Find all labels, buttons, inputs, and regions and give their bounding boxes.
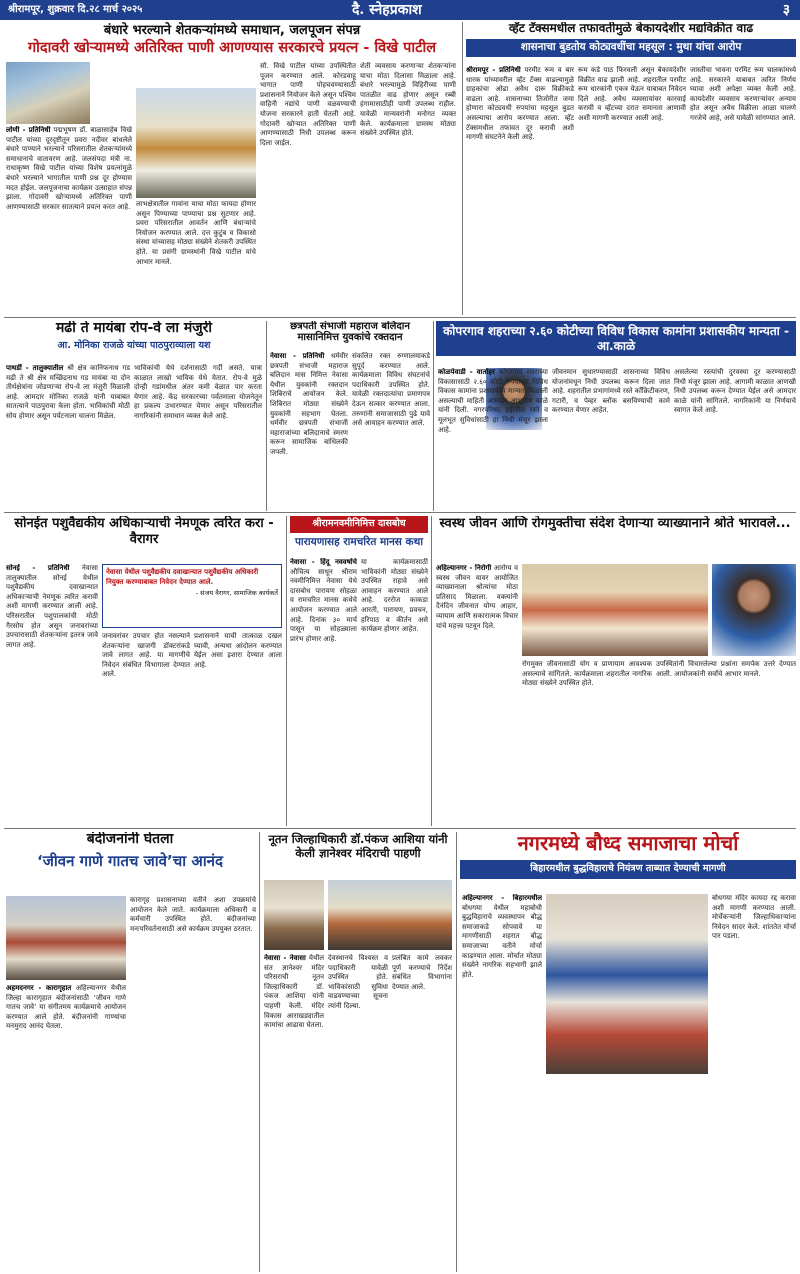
story-health-text-1: आरोग्य व स्वस्थ जीवन यावर आयोजित व्याख्यानाला श्रोत्यांचा मोठा प्रतिसाद मिळाला. वक्त्यांनी दैनंदिन जीवनात योग्य आहार, व्यायाम आणि सकारात्मक विचार यांचे महत्त्व पटवून दिले. xyxy=(436,564,518,630)
story-jail-col-2: कारागृह प्रशासनाच्या वतीने अशा उपक्रमांचे आयोजन केले जाते. कार्यक्रमाला अधिकारी व कर्मचारी उपस्थित होते. बंदीजनांच्या मनःपरिवर्तनासाठी असे कार्यक्रम उपयुक्त ठरतात. xyxy=(130,896,256,933)
story-jail-byline: अहमदनगर - कारागृहात xyxy=(6,984,72,992)
story-vat-byline: श्रीरामपूर - प्रतिनिधी xyxy=(466,66,521,74)
story-blood-header xyxy=(270,321,430,351)
story-vat-kicker: व्हॅट टॅक्समधील तफावतीमुळे बेकायदेशीर मद्यविक्रीत वाढ xyxy=(508,22,754,35)
health-speaker-photo xyxy=(712,564,796,656)
story-godavari-col-1 xyxy=(6,126,132,313)
story-kopargaon-text-1: कोपरगाव शहराच्या विकासासाठी २.६० कोटी रुपयांच्या विविध विकास कामांना प्रशासकीय मान्यता मिळाली असल्याची माहिती आमदार आशुतोष काळे यांनी दिली. नगरपरिषद हद्दीतील रस्ते व मूलभूत सुविधांसाठी हा निधी मंजूर झाला आहे. xyxy=(438,368,548,434)
story-kopargaon-byline: कोळपेवाडी - वार्ताहर xyxy=(438,368,495,376)
column-divider xyxy=(286,516,287,826)
story-ropeway-header xyxy=(4,321,264,361)
story-health-col-1 xyxy=(436,564,518,822)
godavari-photo-river xyxy=(6,62,90,124)
story-collector-col-2: देवस्थानचे विश्वस्त व पदाधिकारी यावेळी उपस्थित होते. भाविकांसाठी सुविधा वाढवण्याच्या सूचना त्यांनी दिल्या. xyxy=(328,954,388,1010)
column-divider xyxy=(433,321,434,511)
story-march-col-1 xyxy=(462,894,542,1270)
story-godavari-col-4: शेती व्यवसाय करणाऱ्या शेतकऱ्यांना याचा मोठा दिलासा मिळाला आहे. बंधारे भरल्यामुळे विहिरींच्या पाणी पातळीत वाढ होणार असून रब्बी हंगामासाठीही पाणी उपलब्ध राहील. यावेळी मान्यवरांनी मनोगत व्यक्त केले. कार्यक्रमाला ग्रामस्थ मोठ्या संख्येने उपस्थित होते. xyxy=(360,62,456,138)
story-jail-kicker: बंदीजनांनी घेतला xyxy=(86,832,174,847)
story-jail-text-1: अहिल्यानगर येथील जिल्हा कारागृहात बंदीजनांसाठी ‘जीवन गाणे गातच जावे’ या संगीतमय कार्यक्रमाचे आयोजन करण्यात आले होते. बंदीजनांनी गाण्यांचा मनमुराद आनंद घेतला. xyxy=(6,984,126,1031)
masthead-bar xyxy=(0,0,800,20)
story-march-headline: नगरमध्ये बौध्द समाजाचा मोर्चा xyxy=(517,832,739,855)
story-vet-col-2: जनावरांवर उपचार होत नसल्याने शेतकऱ्यांना खाजगी डॉक्टरांकडे जावे लागत आहे. या मागणीचे निवेदन संबंधित विभागाला देण्यात आले. xyxy=(102,632,190,679)
story-kopargaon-col-3: असलेल्या रस्त्यांची दुरवस्था दूर करण्यासाठी निधी मंजूर झाला आहे. आगामी काळात आणखी निधी उपलब्ध करून देण्यात येईल असे आमदार काळे यांनी सांगितले. नागरिकांनी या निर्णयाचे स्वागत केले आहे. xyxy=(674,368,796,415)
story-kopargaon-headline: कोपरगाव शहराच्या २.६० कोटीच्या विविध विकास कामांना प्रशासकीय मान्यता - आ.काळे xyxy=(436,321,796,356)
story-ramnavami-col-2: या कार्यक्रमासाठी भाविकांनी मोठ्या संख्येने उपस्थित राहावे असे आवाहन करण्यात आले आहे. दररोज काकडा आरती, पारायण, प्रवचन, हरिपाठ व कीर्तन असे कार्यक्रम होणार आहेत. xyxy=(361,558,428,634)
issue-date: श्रीरामपूर, शुक्रवार दि.२८ मार्च २०२५ xyxy=(8,4,143,15)
story-march-text-1: बोधगया येथील महाबोधी बुद्धविहाराचे व्यवस्थापन बौद्ध समाजाकडे सोपवावे या मागणीसाठी शहरात बौद्ध समाजाच्या वतीने मोर्चा काढण्यात आला. मोर्चात मोठ्या संख्येने नागरिक सहभागी झाले होते. xyxy=(462,903,542,979)
story-health-col-2: रोगमुक्त जीवनासाठी योग व प्राणायाम आवश्यक असल्याचे सांगितले. कार्यक्रमाला शहरातील नागरिक मोठ्या संख्येने उपस्थित होते. xyxy=(522,660,652,688)
story-ramnavami-kicker: श्रीरामनवमीनिमित्त दासबोध xyxy=(290,516,428,533)
story-collector-headline: नूतन जिल्हाधिकारी डॉ.पंकज आशिया यांनी केली ज्ञानेश्वर मंदिराची पाहणी xyxy=(268,832,448,861)
story-vet-quote-sign: - संजय वैरागर, सामाजिक कार्यकर्ते xyxy=(195,589,278,597)
story-vat-col-3: जास्तीचा भावना परमिट रूम चालकांमध्ये आहे. सरकारने याबाबत त्वरित निर्णय घ्यावा अशी अपेक्षा व्यक्त केली आहे. कायदेशीर व्यवसाय करणाऱ्यांवर अन्याय होत असून अवैध विक्रीला आळा घालणे गरजेचे आहे, असे यावेळी सांगण्यात आले. xyxy=(690,66,796,122)
story-collector-text-1: येथील संत ज्ञानेश्वर मंदिर परिसराची नूतन जिल्हाधिकारी डॉ. पंकज आशिया यांनी पाहणी केली. मंदिर विकास आराखड्यातील कामांचा आढावा घेतला. xyxy=(264,954,324,1030)
story-health-headline: स्वस्थ जीवन आणि रोगमुक्तीचा संदेश देणाऱ्या व्याख्यानाने श्रोते भारावले... xyxy=(439,516,791,531)
story-ramnavami-header xyxy=(290,516,428,556)
story-vet-text-1: नेवासा तालुक्यातील सोनई येथील पशुवैद्यकीय दवाखान्यात अधिकाऱ्याची नेमणूक त्वरित करावी अशी मागणी करण्यात आली आहे. परिसरातील पशुपालकांची मोठी गैरसोय होत असून जनावरांच्या उपचारासाठी शेतकऱ्यांना इतरत्र जावे लागत आहे. xyxy=(6,564,98,649)
story-ropeway-byline: पाथर्डी - तालुक्यातील xyxy=(6,364,64,372)
story-jail-header xyxy=(4,832,256,892)
story-godavari-col-3: सौ. विखे पाटील यांच्या उपस्थितीत पूजन करण्यात आले. कोरडवाहू भागात पाणी पोहचवण्यासाठी प्रशासनाने नियोजन केले असून पश्चिम वाहिनी नद्यांचे पाणी वळवण्याची योजना सरकारने हाती घेतली आहे. गोदावरी खोऱ्यात अतिरिक्त पाणी आणण्यासाठी निधी उपलब्ध करून दिला जाईल. xyxy=(260,62,356,147)
section-divider xyxy=(4,512,796,513)
story-blood-byline: नेवासा - प्रतिनिधी xyxy=(270,352,325,360)
story-march-col-2: बोधगया मंदिर कायदा रद्द करावा अशी मागणी करण्यात आली. मोर्चेकऱ्यांनी जिल्हाधिकाऱ्यांना निवेदन सादर केले. शांततेत मोर्चा पार पडला. xyxy=(712,894,796,941)
newspaper-name: दै. स्नेहप्रकाश xyxy=(352,2,422,18)
story-march-byline: अहिल्यानगर - बिहारमधील xyxy=(462,894,542,902)
march-photo xyxy=(546,894,708,1074)
story-vat-col-1 xyxy=(466,66,574,313)
story-vet-byline: सोनई - प्रतिनिधी xyxy=(6,564,70,572)
story-ropeway-headline: मढी ते मायंबा रोप-वे ला मंजुरी xyxy=(55,321,213,336)
story-jail-headline: ‘जीवन गाणे गातच जावे’चा आनंद xyxy=(37,851,223,870)
story-collector-col-1 xyxy=(264,954,324,1270)
story-march-header xyxy=(460,832,796,890)
story-godavari-header xyxy=(4,22,460,58)
story-vet-header xyxy=(4,516,284,560)
story-ramnavami-headline: पारायणासह रामचरित मानस कथा xyxy=(294,535,424,548)
story-kopargaon-header xyxy=(436,321,796,365)
story-ramnavami-text-1: औचित्य साधून श्रीराम नवमीनिमित्त नेवासा येथे दासबोध पारायण सोहळा व रामचरित मानस कथेचे आयोजन करण्यात आले आहे. दिनांक ३० मार्च पासून या सोहळ्याला प्रारंभ होणार आहे. xyxy=(290,567,357,643)
story-kopargaon-col-2: जीवनमान सुधारण्यासाठी शासनाच्या विविध योजनांमधून निधी उपलब्ध करून दिला जात आहे. शहरातील प्रभागांमध्ये रस्ते काँक्रिटीकरण, गटारी, व पेव्हर ब्लॉक बसविण्याची कामे करण्यात येणार आहेत. xyxy=(552,368,670,415)
story-march-subhead: बिहारमधील बुद्धविहाराचे नियंत्रण ताब्यात देण्याची मागणी xyxy=(460,860,796,879)
story-blood-col-2: संकलित रक्त रुग्णालयाकडे सुपूर्द करण्यात आले. कार्यक्रमाला विविध संघटनांचे पदाधिकारी उपस्थित होते. यावेळी रक्तदात्यांचा प्रमाणपत्र देऊन सत्कार करण्यात आला. तरुणांनी समाजासाठी पुढे यावे असे आवाहन करण्यात आले. xyxy=(352,352,430,428)
column-divider xyxy=(462,22,463,315)
story-vet-col-1 xyxy=(6,564,98,822)
story-vet-col-3: प्रशासनाने याची तात्काळ दखल घ्यावी, अन्यथा आंदोलन करण्यात येईल असा इशारा देण्यात आला आहे. xyxy=(194,632,282,669)
column-divider xyxy=(456,832,457,1272)
story-godavari-col-2: लाभक्षेत्रातील गावांना याचा मोठा फायदा होणार असून पिण्याच्या पाण्याचा प्रश्न सुटणार आहे. प्रवरा परिसरातील आवर्तन आणि बंधाऱ्यांचे नियोजन करण्यात आले. दत्त कुटुंब व विकासो संस्था यांच्यासह मोठ्या संख्येने शेतकरी उपस्थित होते. या प्रसंगी ग्रामस्थांनी विखे पाटील यांचे आभार मानले. xyxy=(136,200,256,266)
story-godavari-text-1: पद्मभूषण डॉ. बाळासाहेब विखे पाटील यांच्या दूरदृष्टीतून प्रवरा नदीवर बांधलेले बंधारे पाण्याने भरल्याने परिसरातील शेतकऱ्यांमध्ये समाधानाचे वातावरण आहे. जलसंपदा मंत्री ना. राधाकृष्ण विखे पाटील यांच्या विशेष प्रयत्नांमुळे बंधारे भरल्याने भागातील पाणी प्रश्न दूर होण्यास मदत होईल. जलपूजनाचा कार्यक्रम उत्साहात संपन्न झाला. गोदावरी खोऱ्यामध्ये अतिरिक्त पाणी आणण्यासाठी सरकार सातत्याने प्रयत्न करत आहे. xyxy=(6,126,132,211)
story-godavari-kicker: बंधारे भरल्याने शेतकऱ्यांमध्ये समाधान, जलपूजन संपन्न xyxy=(103,23,361,38)
story-health-header xyxy=(434,516,796,560)
story-vet-quote-text: नेवासा येथील पशुवैद्यकीय दवाखान्यात पशुवैद्यकीय अधिकारी नियुक्त करण्याबाबत निवेदन देण्यात आले. xyxy=(106,568,259,586)
story-blood-text-1: धर्मवीर छत्रपती संभाजी महाराज बलिदान मास निमित्त नेवासा येथील युवकांनी रक्तदान शिबिराचे आयोजन केले. शिबिरात मोठ्या संख्येने युवकांनी सहभाग घेतला. धर्मवीर छत्रपती संभाजी महाराजांच्या बलिदानाचे स्मरण करून सामाजिक बांधिलकी जपली. xyxy=(270,352,348,456)
story-vat-text-1: परमीट रूम व बार धारक यांच्यावरील व्हॅट टॅक्स वाढल्यामुळे ग्राहकांचा ओढा अवैध दारू विक्रीकडे वाढला आहे. शासनाच्या तिजोरीत जमा होणारा कोट्यवधी रुपयांचा महसूल बुडत असल्याचा आरोप करण्यात आला. व्हॅट टॅक्समधील तफावत दूर करावी अशी मागणी संघटनेने केली आहे. xyxy=(466,66,574,142)
column-divider xyxy=(259,832,260,1272)
story-ropeway-text-1: श्री क्षेत्र कानिफनाथ गड मढी ते श्री क्षेत्र मच्छिंद्रनाथ गड मायंबा या दोन तीर्थक्षेत्रांना जोडणाऱ्या रोप-वे ला मंजुरी मिळाली आहे. आमदार मोनिका राजळे यांनी याबाबत सातत्याने पाठपुरावा केला होता. भाविकांची मोठी सोय होणार असून पर्यटनाला चालना मिळेल. xyxy=(6,364,130,420)
column-divider xyxy=(266,321,267,511)
story-health-byline: अहिल्यानगर - निरोगी xyxy=(436,564,492,572)
story-vat-header xyxy=(466,22,796,62)
jail-event-photo xyxy=(6,896,126,980)
story-ropeway-col-2: भाविकांची येथे दर्शनासाठी गर्दी असते. यात्रा काळात लाखो भाविक येथे येतात. रोप-वे मुळे दोन्ही गडांमधील अंतर कमी वेळात पार करता येणार आहे. केंद्र सरकारच्या पर्वतमाला योजनेतून हा प्रकल्प उभारण्यात येणार असून परिसरातील नागरिकांनी समाधान व्यक्त केले आहे. xyxy=(134,364,262,420)
story-kopargaon-col-1 xyxy=(438,368,548,508)
story-ramnavami-byline: नेवासा - हिंदू नववर्षाचे xyxy=(290,558,357,566)
story-blood-kicker: छत्रपती संभाजी महाराज बलिदान मासानिमित्त युवकांचे रक्तदान xyxy=(290,321,410,344)
story-godavari-byline: लोणी - प्रतिनिधी xyxy=(6,126,51,134)
story-ropeway-subhead: आ. मोनिका राजळे यांच्या पाठपुराव्याला यश xyxy=(57,339,211,351)
story-blood-col-1 xyxy=(270,352,348,508)
section-divider xyxy=(4,317,796,318)
story-vat-col-2: रूम कडे पाठ फिरवली असून बेकायदेशीर विक्रीत वाढ झाली आहे. शहरातील परमीट रूम धारकांनी एकत्र येऊन याबाबत निवेदन दिले आहे. अवैध व्यवसायांवर कारवाई करावी व व्हॅटच्या दरात समानता आणावी अशी मागणी करण्यात आली आहे. xyxy=(578,66,686,122)
health-audience-photo xyxy=(522,564,708,656)
collector-photo-1 xyxy=(264,880,324,950)
story-ropeway-col-1 xyxy=(6,364,130,508)
page-number: ३ xyxy=(782,2,790,18)
column-divider xyxy=(431,516,432,826)
collector-photo-2 xyxy=(328,880,452,950)
story-jail-col-1 xyxy=(6,984,126,1270)
story-collector-header xyxy=(262,832,454,876)
section-divider xyxy=(4,828,796,829)
godavari-photo-jalpujan xyxy=(136,88,256,198)
story-collector-byline: नेवासा - नेवासा xyxy=(264,954,306,962)
story-vet-headline: सोनईत पशुवैद्यकीय अधिकाऱ्याची नेमणूक त्वरित करा - वैरागर xyxy=(14,516,274,548)
story-vet-quote-box xyxy=(102,564,282,628)
story-godavari-headline: गोदावरी खोऱ्यामध्ये अतिरिक्त पाणी आणण्यास सरकारचे प्रयत्न - विखे पाटील xyxy=(27,40,437,56)
story-health-col-3: उपस्थितांनी विचारलेल्या प्रश्नांना समर्पक उत्तरे देण्यात आली. आयोजकांनी सर्वांचे आभार मानले. xyxy=(656,660,796,678)
story-ramnavami-col-1 xyxy=(290,558,357,822)
story-vat-headline: शासनाचा बुडतोय कोट्यवधींचा महसूल : मुथा यांचा आरोप xyxy=(466,39,796,57)
story-collector-col-3: प्रलंबित कामे लवकर पूर्ण करण्याचे निर्देश संबंधित विभागांना देण्यात आले. xyxy=(392,954,452,991)
